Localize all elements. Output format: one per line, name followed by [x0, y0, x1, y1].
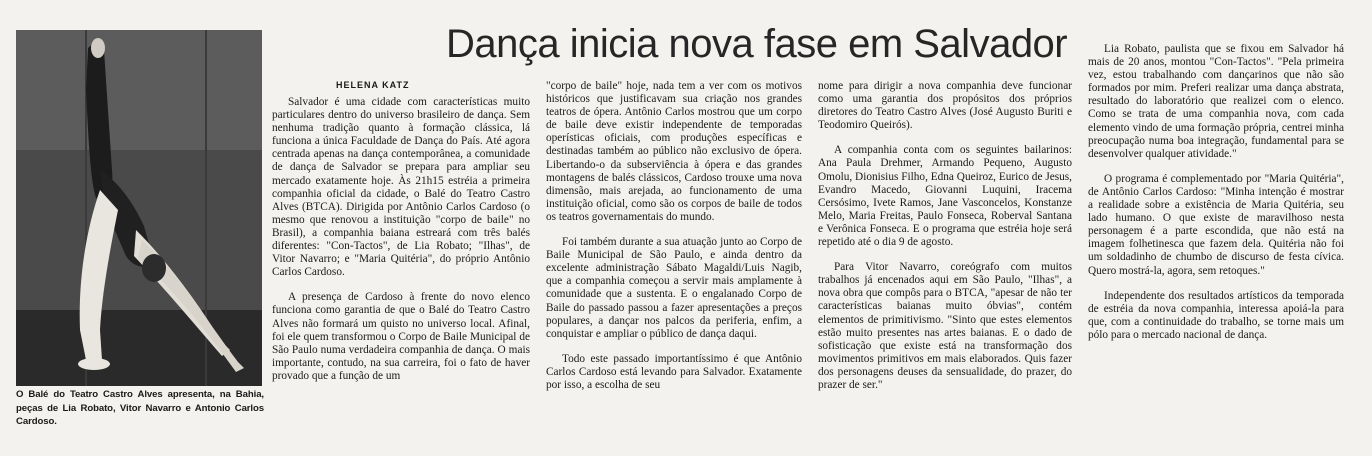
paragraph: A companhia conta com os seguintes bailarinos: Ana Paula Drehmer, Armando Pequeno, Augusto Omolu, Dionisius Filho, Edna Queiroz, Eurico de Jesus, Evandro Macedo, Giovanni Luquini, Iracema Cersósimo, Ivete Ramos, Jane Vasconcelos, Konstanze Melo, Maria Freitas, Paulo Fonseca, Roberval Santana e Verônica Fonseca. E o programa que estréia hoje será repetido até o dia 9 de agosto.	[818, 144, 1072, 249]
article-headline: Dança inicia nova fase em Salvador	[446, 22, 1068, 66]
paragraph: Todo este passado importantíssimo é que Antônio Carlos Cardoso está levando para Salvador. Exatamente por isso, a escolha de seu	[546, 352, 802, 391]
article-column-4	[1088, 43, 1344, 342]
paragraph: Independente dos resultados artísticos da temporada de estréia da nova companhia, interessa apoiá-la para que, com a continuidade do trabalho, se torne mais um pólo para o mercado nacional de dança.	[1088, 289, 1344, 341]
paragraph: Lia Robato, paulista que se fixou em Salvador há mais de 20 anos, montou "Con-Tactos". "Pela primeira vez, estou trabalhando com dançarinos que não são formados por mim. Preferi realizar uma dança abstrata, resultado do laboratório que realizei com o elenco. Como se trata de uma companhia nova, com cada elemento vindo de uma formação própria, centrei minha preocupação numa boa integração, fundamental para se desenvolver qualquer atividade."	[1088, 43, 1344, 160]
article-column-1	[272, 96, 530, 383]
photo-caption: O Balé do Teatro Castro Alves apresenta, na Bahia, peças de Lia Robato, Vitor Navarro e Antonio Carlos Cardoso.	[16, 389, 264, 428]
article-column-2	[546, 80, 802, 392]
article-column-3	[818, 80, 1072, 392]
article-byline: HELENA KATZ	[336, 80, 410, 90]
paragraph: Salvador é uma cidade com características muito particulares dentro do universo brasileiro de dança. Sem nenhuma tradição quanto à formação clássica, lá funciona a única Faculdade de Dança do País. Até agora centrada apenas na dança contemporânea, a comunidade de dança de Salvador se prepara para ampliar seu mercado exatamente hoje. Às 21h15 estréia a primeira companhia oficial da cidade, o Balé do Teatro Castro Alves (BTCA). Dirigida por Antônio Carlos Cardoso (o mesmo que renovou a instituição "corpo de baile" no Brasil), a companhia baiana estreará com três balés diferentes: "Con-Tactos", de Lia Robato; "Ilhas", de Vitor Navarro; e "Maria Quitéria", do próprio Antônio Carlos Cardoso.	[272, 96, 530, 279]
paragraph: Foi também durante a sua atuação junto ao Corpo de Baile Municipal de São Paulo, e ainda dentro da excelente administração Sábato Magaldi/Luis Nagib, que a companhia começou a servir mais amplamente à comunidade que a sustenta. E o engalanado Corpo de Baile do passado passou a fazer apresentações a preços populares, a dançar nos palcos da periferia, enfim, a conquistar e ampliar o público de dança daqui.	[546, 236, 802, 340]
paragraph: Para Vitor Navarro, coreógrafo com muitos trabalhos já encenados aqui em São Paulo, "Ilhas", a nova obra que compôs para o BTCA, "apesar de não ter características baianas muito óbvias", contém elementos de primitivismo. "Sinto que estes elementos estão muito presentes nas artes baianas. E o dado de sofisticação que existe está na transformação dos movimentos primitivos em mais elaborados. Quis fazer dos personagens deuses da sensualidade, do prazer, do prazer de ser."	[818, 261, 1072, 391]
paragraph: nome para dirigir a nova companhia deve funcionar como uma garantia dos propósitos dos próprios diretores do Teatro Castro Alves (José Augusto Buriti e Teodomiro Queirós).	[818, 80, 1072, 132]
dancer-photo	[16, 30, 262, 386]
paragraph: "corpo de baile" hoje, nada tem a ver com os motivos históricos que justificavam sua criação nos grandes teatros de ópera. Antônio Carlos mostrou que um corpo de baile deve existir independente de temporadas operísticas oficiais, com produções específicas e destinadas também ao público não exclusivo de ópera. Libertando-o da subserviência à ópera e das grandes montagens de balés clássicos, Cardoso trouxe uma nova dimensão, mais arejada, ao funcionamento de uma instituição oficial, como são os corpos de baile de todos os teatros governamentais do mundo.	[546, 80, 802, 223]
paragraph: O programa é complementado por "Maria Quitéria", de Antônio Carlos Cardoso: "Minha intenção é mostrar a realidade sobre a existência de Maria Quitéria, seu lado humano. O que existe de maravilhoso nesta personagem é a parte escondida, que não está na imagem folhetinesca que fazem dela. Quitéria não foi um soldadinho de chumbo de discurso de festa cívica. Quero mostrá-la, agora, sem retoques."	[1088, 172, 1344, 277]
paragraph: A presença de Cardoso à frente do novo elenco funciona como garantia de que o Balé do Teatro Castro Alves não formará um quisto no universo local. Afinal, foi ele quem transformou o Corpo de Baile Municipal de São Paulo numa verdadeira companhia de dança. O mais importante, contudo, na sua carreira, foi o fato de haver provado que a função de um	[272, 291, 530, 382]
dancer-illustration	[16, 30, 262, 386]
